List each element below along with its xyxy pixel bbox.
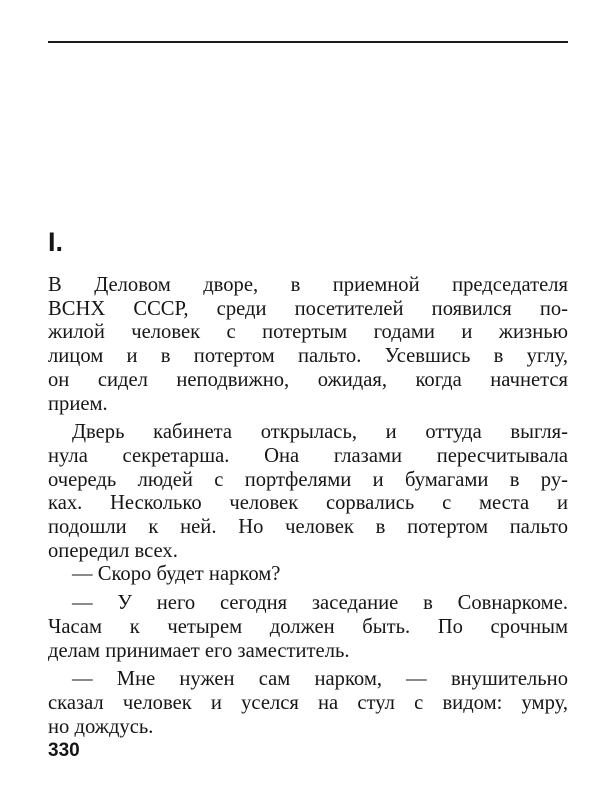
paragraph-4 (48, 592, 568, 663)
text-line: подошли к ней. Но человек в потертом пальто (48, 516, 568, 539)
text-line: сказал человек и уселся на стул с видом: умру, (48, 691, 568, 714)
text-line: — У него сегодня заседание в Совнаркоме. (72, 592, 568, 615)
text-line: делам принимает его заместитель. (48, 639, 350, 662)
text-line: жилой человек с потертым годами и жизнью (48, 321, 568, 344)
text-line: Часам к четырем должен быть. По срочным (48, 615, 568, 638)
text-line: но дождусь. (48, 715, 154, 738)
text-line: ках. Несколько человек сорвались с места и (48, 492, 568, 515)
text-line: лицом и в потертом пальто. Усевшись в углу, (48, 345, 568, 368)
paragraph-2 (48, 421, 568, 563)
text-line: опередил всех. (48, 539, 178, 562)
text-line: очередь людей с портфелями и бумагами в ру- (48, 468, 568, 491)
paragraph-5 (48, 668, 568, 739)
text-line: ВСНХ СССР, среди посетителей появился по- (48, 297, 568, 320)
text-body (48, 274, 568, 739)
text-line: — Мне нужен сам нарком, — внушительно (72, 668, 568, 691)
text-line: нула секретарша. Она глазами пересчитывала (48, 444, 568, 467)
text-line: прием. (48, 392, 108, 415)
text-line: В Деловом дворе, в приемной председателя (48, 274, 568, 296)
text-line: — Скоро будет нарком? (72, 563, 281, 586)
paragraph-1 (48, 274, 568, 416)
top-rule (48, 41, 568, 43)
page-number: 330 (48, 740, 80, 761)
text-line: Дверь кабинета открылась, и оттуда выгля- (72, 421, 568, 444)
paragraph-3 (48, 563, 568, 587)
chapter-number: I. (48, 227, 64, 257)
text-line: он сидел неподвижно, ожидая, когда начнется (48, 368, 568, 391)
